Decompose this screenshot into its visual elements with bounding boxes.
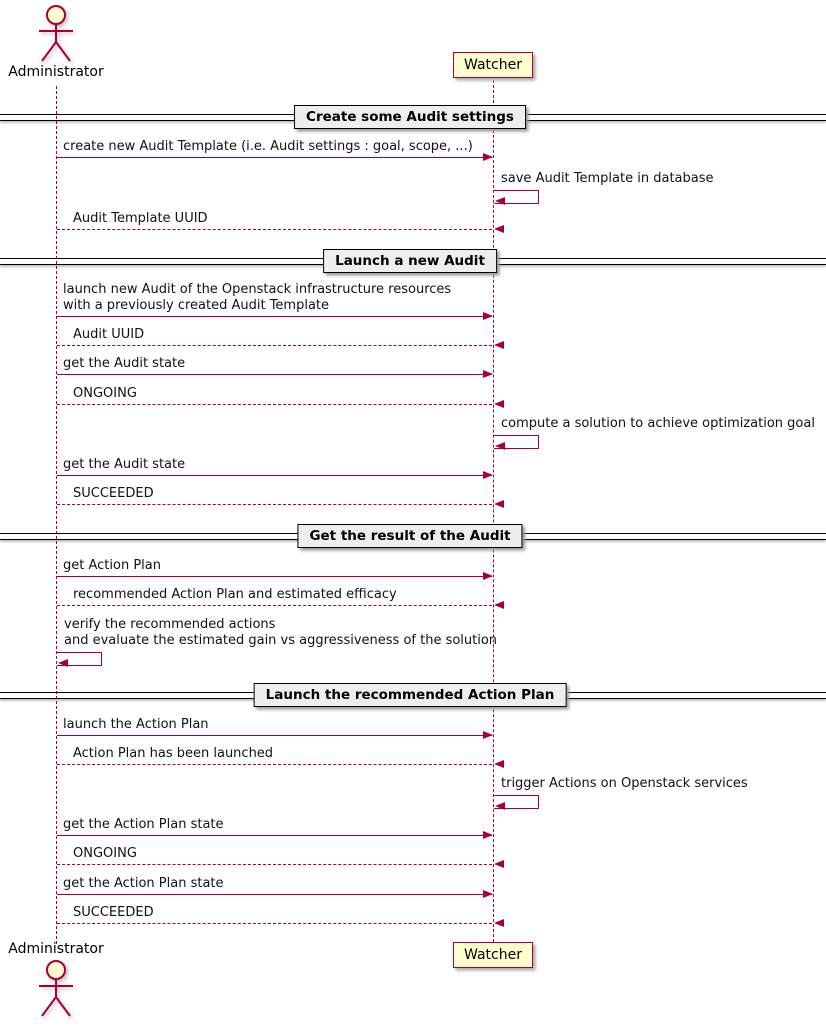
arrowhead-left-icon bbox=[494, 860, 504, 868]
arrowhead-left-icon bbox=[495, 442, 505, 450]
message-arrow-line bbox=[57, 404, 492, 405]
divider-label: Get the result of the Audit bbox=[297, 524, 522, 548]
message-arrow-line bbox=[57, 504, 492, 505]
arrowhead-left-icon bbox=[494, 760, 504, 768]
arrowhead-right-icon bbox=[483, 471, 493, 479]
arrowhead-left-icon bbox=[495, 197, 505, 205]
message-arrow-line bbox=[57, 835, 492, 836]
message-label: Audit Template UUID bbox=[73, 211, 208, 226]
message-label: get the Action Plan state bbox=[63, 817, 224, 832]
message-arrow-line bbox=[57, 605, 492, 606]
self-message-label: verify the recommended actions bbox=[64, 617, 276, 632]
arrowhead-right-icon bbox=[483, 890, 493, 898]
message-label: get the Action Plan state bbox=[63, 876, 224, 891]
actor-label-administrator-bottom: Administrator bbox=[8, 941, 104, 957]
self-message-label: compute a solution to achieve optimization goal bbox=[501, 416, 815, 431]
arrowhead-right-icon bbox=[483, 370, 493, 378]
actor-icon bbox=[30, 957, 82, 1021]
message-arrow-line bbox=[57, 229, 492, 230]
arrowhead-right-icon bbox=[483, 831, 493, 839]
message-label: Action Plan has been launched bbox=[73, 746, 274, 761]
message-label: get Action Plan bbox=[63, 558, 161, 573]
message-arrow-line bbox=[57, 735, 492, 736]
message-label: create new Audit Template (i.e. Audit settings : goal, scope, ...) bbox=[63, 139, 473, 154]
actor-label-administrator-top: Administrator bbox=[8, 64, 104, 80]
message-label: get the Audit state bbox=[63, 356, 186, 371]
actor-icon bbox=[30, 4, 82, 64]
arrowhead-left-icon bbox=[494, 919, 504, 927]
divider-label: Launch the recommended Action Plan bbox=[254, 683, 567, 707]
message-arrow-line bbox=[57, 374, 492, 375]
message-label: ONGOING bbox=[73, 386, 137, 401]
actor-administrator-bottom bbox=[0, 941, 112, 1021]
divider-label: Launch a new Audit bbox=[323, 249, 497, 273]
message-arrow-line bbox=[57, 864, 492, 865]
self-message-label: and evaluate the estimated gain vs aggressiveness of the solution bbox=[64, 633, 498, 648]
participant-watcher-top: Watcher bbox=[453, 52, 533, 78]
arrowhead-right-icon bbox=[483, 153, 493, 161]
message-arrow-line bbox=[57, 157, 492, 158]
message-arrow-line bbox=[57, 316, 492, 317]
actor-administrator-top bbox=[0, 4, 112, 80]
arrowhead-right-icon bbox=[483, 731, 493, 739]
arrowhead-left-icon bbox=[494, 225, 504, 233]
message-arrow-line bbox=[57, 576, 492, 577]
message-label: recommended Action Plan and estimated efficacy bbox=[73, 587, 397, 602]
lifeline-administrator bbox=[56, 86, 57, 944]
participant-watcher-bottom: Watcher bbox=[453, 942, 533, 968]
lifeline-watcher bbox=[493, 80, 494, 942]
message-label: ONGOING bbox=[73, 846, 137, 861]
message-label: with a previously created Audit Template bbox=[63, 298, 330, 313]
message-label: SUCCEEDED bbox=[73, 905, 154, 920]
arrowhead-left-icon bbox=[494, 500, 504, 508]
divider-label: Create some Audit settings bbox=[294, 105, 526, 129]
arrowhead-right-icon bbox=[483, 312, 493, 320]
message-arrow-line bbox=[57, 923, 492, 924]
message-arrow-line bbox=[57, 345, 492, 346]
message-label: get the Audit state bbox=[63, 457, 186, 472]
self-message-label: trigger Actions on Openstack services bbox=[501, 776, 748, 791]
message-arrow-line bbox=[57, 894, 492, 895]
arrowhead-right-icon bbox=[483, 572, 493, 580]
message-arrow-line bbox=[57, 475, 492, 476]
self-message-label: save Audit Template in database bbox=[501, 171, 714, 186]
message-label: launch the Action Plan bbox=[63, 717, 209, 732]
arrowhead-left-icon bbox=[495, 802, 505, 810]
arrowhead-left-icon bbox=[494, 601, 504, 609]
message-arrow-line bbox=[57, 764, 492, 765]
message-label: launch new Audit of the Openstack infrastructure resources bbox=[63, 282, 452, 297]
arrowhead-left-icon bbox=[58, 659, 68, 667]
message-label: Audit UUID bbox=[73, 327, 145, 342]
arrowhead-left-icon bbox=[494, 341, 504, 349]
message-label: SUCCEEDED bbox=[73, 486, 154, 501]
arrowhead-left-icon bbox=[494, 400, 504, 408]
